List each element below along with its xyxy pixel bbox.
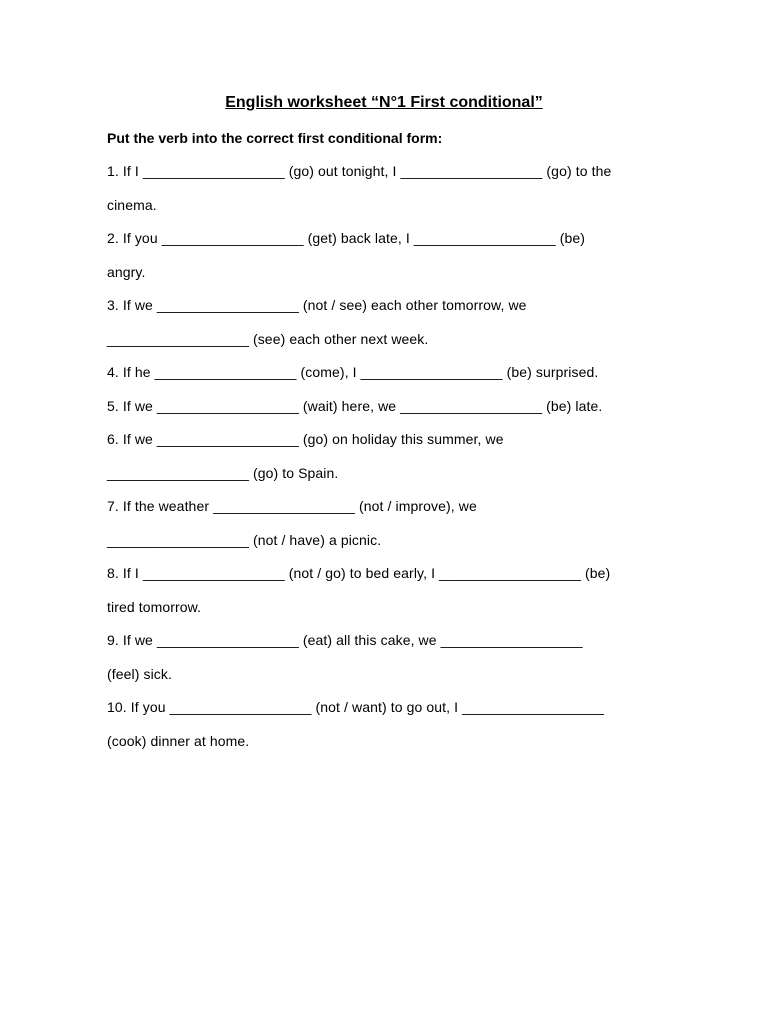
exercise-line-3-continued: __________________ (see) each other next week. xyxy=(107,330,429,347)
exercise-line-2-continued: angry. xyxy=(107,263,146,280)
exercise-line-1-continued: cinema. xyxy=(107,196,157,213)
exercise-line-8: 8. If I __________________ (not / go) to bed early, I __________________ (be) xyxy=(107,565,611,581)
exercise-line-4: 4. If he __________________ (come), I __________________ (be) surprised. xyxy=(107,364,599,380)
exercise-line-2: 2. If you __________________ (get) back late, I __________________ (be) xyxy=(107,230,586,246)
exercise-line-9: 9. If we __________________ (eat) all this cake, we __________________ xyxy=(107,632,583,648)
worksheet-instruction: Put the verb into the correct first conditional form: xyxy=(107,130,443,146)
exercise-line-6: 6. If we __________________ (go) on holiday this summer, we xyxy=(107,431,504,447)
exercise-line-1: 1. If I __________________ (go) out tonight, I __________________ (go) to the xyxy=(107,163,612,179)
exercise-list xyxy=(107,160,667,763)
exercise-line-6-continued: __________________ (go) to Spain. xyxy=(107,464,339,481)
exercise-line-7: 7. If the weather __________________ (not / improve), we xyxy=(107,498,477,514)
exercise-line-7-continued: __________________ (not / have) a picnic. xyxy=(107,531,382,548)
exercise-line-9-continued: (feel) sick. xyxy=(107,665,172,682)
worksheet-title: English worksheet “N°1 First conditional” xyxy=(225,94,543,111)
exercise-line-3: 3. If we __________________ (not / see) each other tomorrow, we xyxy=(107,297,527,313)
exercise-line-10-continued: (cook) dinner at home. xyxy=(107,732,250,749)
exercise-line-8-continued: tired tomorrow. xyxy=(107,598,202,615)
exercise-line-5: 5. If we __________________ (wait) here, we __________________ (be) late. xyxy=(107,397,603,414)
exercise-line-10: 10. If you __________________ (not / want) to go out, I __________________ xyxy=(107,699,605,715)
